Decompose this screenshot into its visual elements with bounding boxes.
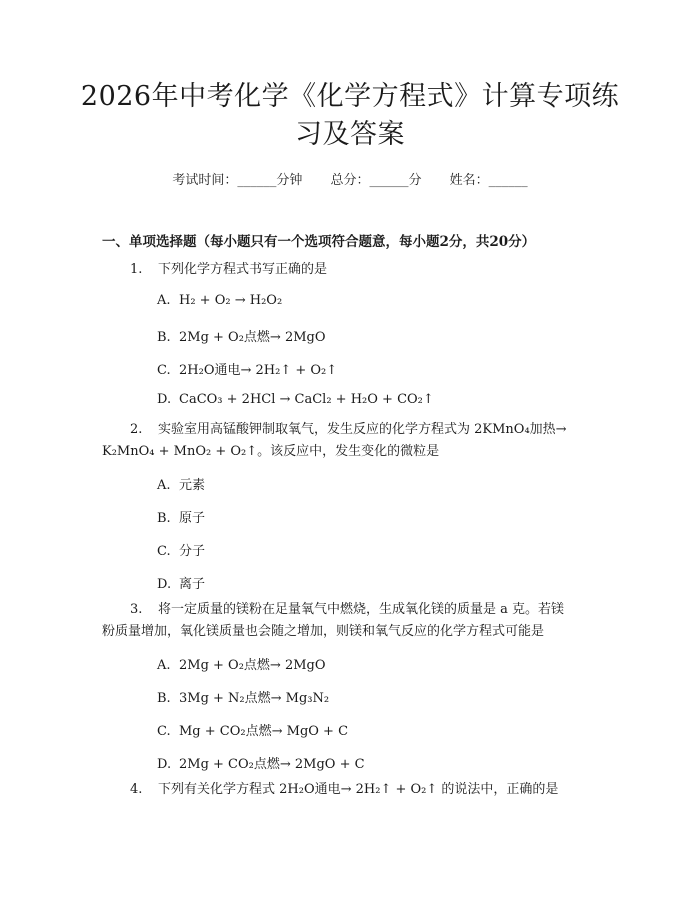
- title-line-2: 习及答案: [295, 119, 405, 150]
- question-text: 下列化学方程式书写正确的是: [158, 262, 328, 277]
- q2-option-b: B. 原子: [157, 511, 206, 526]
- exam-info: [0, 169, 700, 188]
- section-heading: 一、单项选择题（每小题只有一个选项符合题意，每小题2分，共20分）: [102, 234, 536, 250]
- question-text-line-2: 粉质量增加，氧化镁质量也会随之增加，则镁和氧气反应的化学方程式可能是: [102, 624, 545, 639]
- exam-score: 总分：______分: [330, 173, 422, 188]
- question-1: [130, 259, 327, 281]
- q3-option-a: A. 2Mg + O₂点燃→ 2MgO: [157, 658, 326, 673]
- exam-time: 考试时间：______分钟: [172, 173, 303, 188]
- question-3: [102, 599, 602, 643]
- question-text-line-1: 将一定质量的镁粉在足量氧气中燃烧，生成氧化镁的质量是 a 克。若镁: [158, 602, 565, 617]
- question-text: 下列有关化学方程式 2H₂O通电→ 2H₂↑ + O₂↑ 的说法中，正确的是: [158, 782, 559, 797]
- question-text-line-1: 实验室用高锰酸钾制取氧气，发生反应的化学方程式为 2KMnO₄加热→: [158, 422, 567, 437]
- q1-option-c: C. 2H₂O通电→ 2H₂↑ + O₂↑: [157, 363, 338, 378]
- q3-option-c: C. Mg + CO₂点燃→ MgO + C: [157, 724, 349, 739]
- q2-option-c: C. 分子: [157, 544, 206, 559]
- q1-option-b: B. 2Mg + O₂点燃→ 2MgO: [157, 330, 326, 345]
- q2-option-d: D. 离子: [157, 577, 206, 592]
- question-2: [102, 419, 602, 463]
- q1-option-a: A. H₂ + O₂ → H₂O₂: [157, 293, 283, 308]
- q3-option-b: B. 3Mg + N₂点燃→ Mg₃N₂: [157, 691, 330, 706]
- question-number: 4.: [130, 782, 143, 797]
- question-text-line-2: K₂MnO₄ + MnO₂ + O₂↑。该反应中，发生变化的微粒是: [102, 444, 440, 459]
- question-number: 1.: [130, 262, 143, 277]
- title-line-1: 2026年中考化学《化学方程式》计算专项练: [80, 81, 620, 112]
- q2-option-a: A. 元素: [157, 478, 206, 493]
- question-number: 2.: [130, 422, 143, 437]
- question-4: [130, 779, 558, 801]
- q3-option-d: D. 2Mg + CO₂点燃→ 2MgO + C: [157, 757, 365, 772]
- q1-option-d: D. CaCO₃ + 2HCl → CaCl₂ + H₂O + CO₂↑: [157, 392, 434, 407]
- exam-name: 姓名：______: [449, 173, 528, 188]
- page-title: [60, 78, 640, 154]
- question-number: 3.: [130, 602, 143, 617]
